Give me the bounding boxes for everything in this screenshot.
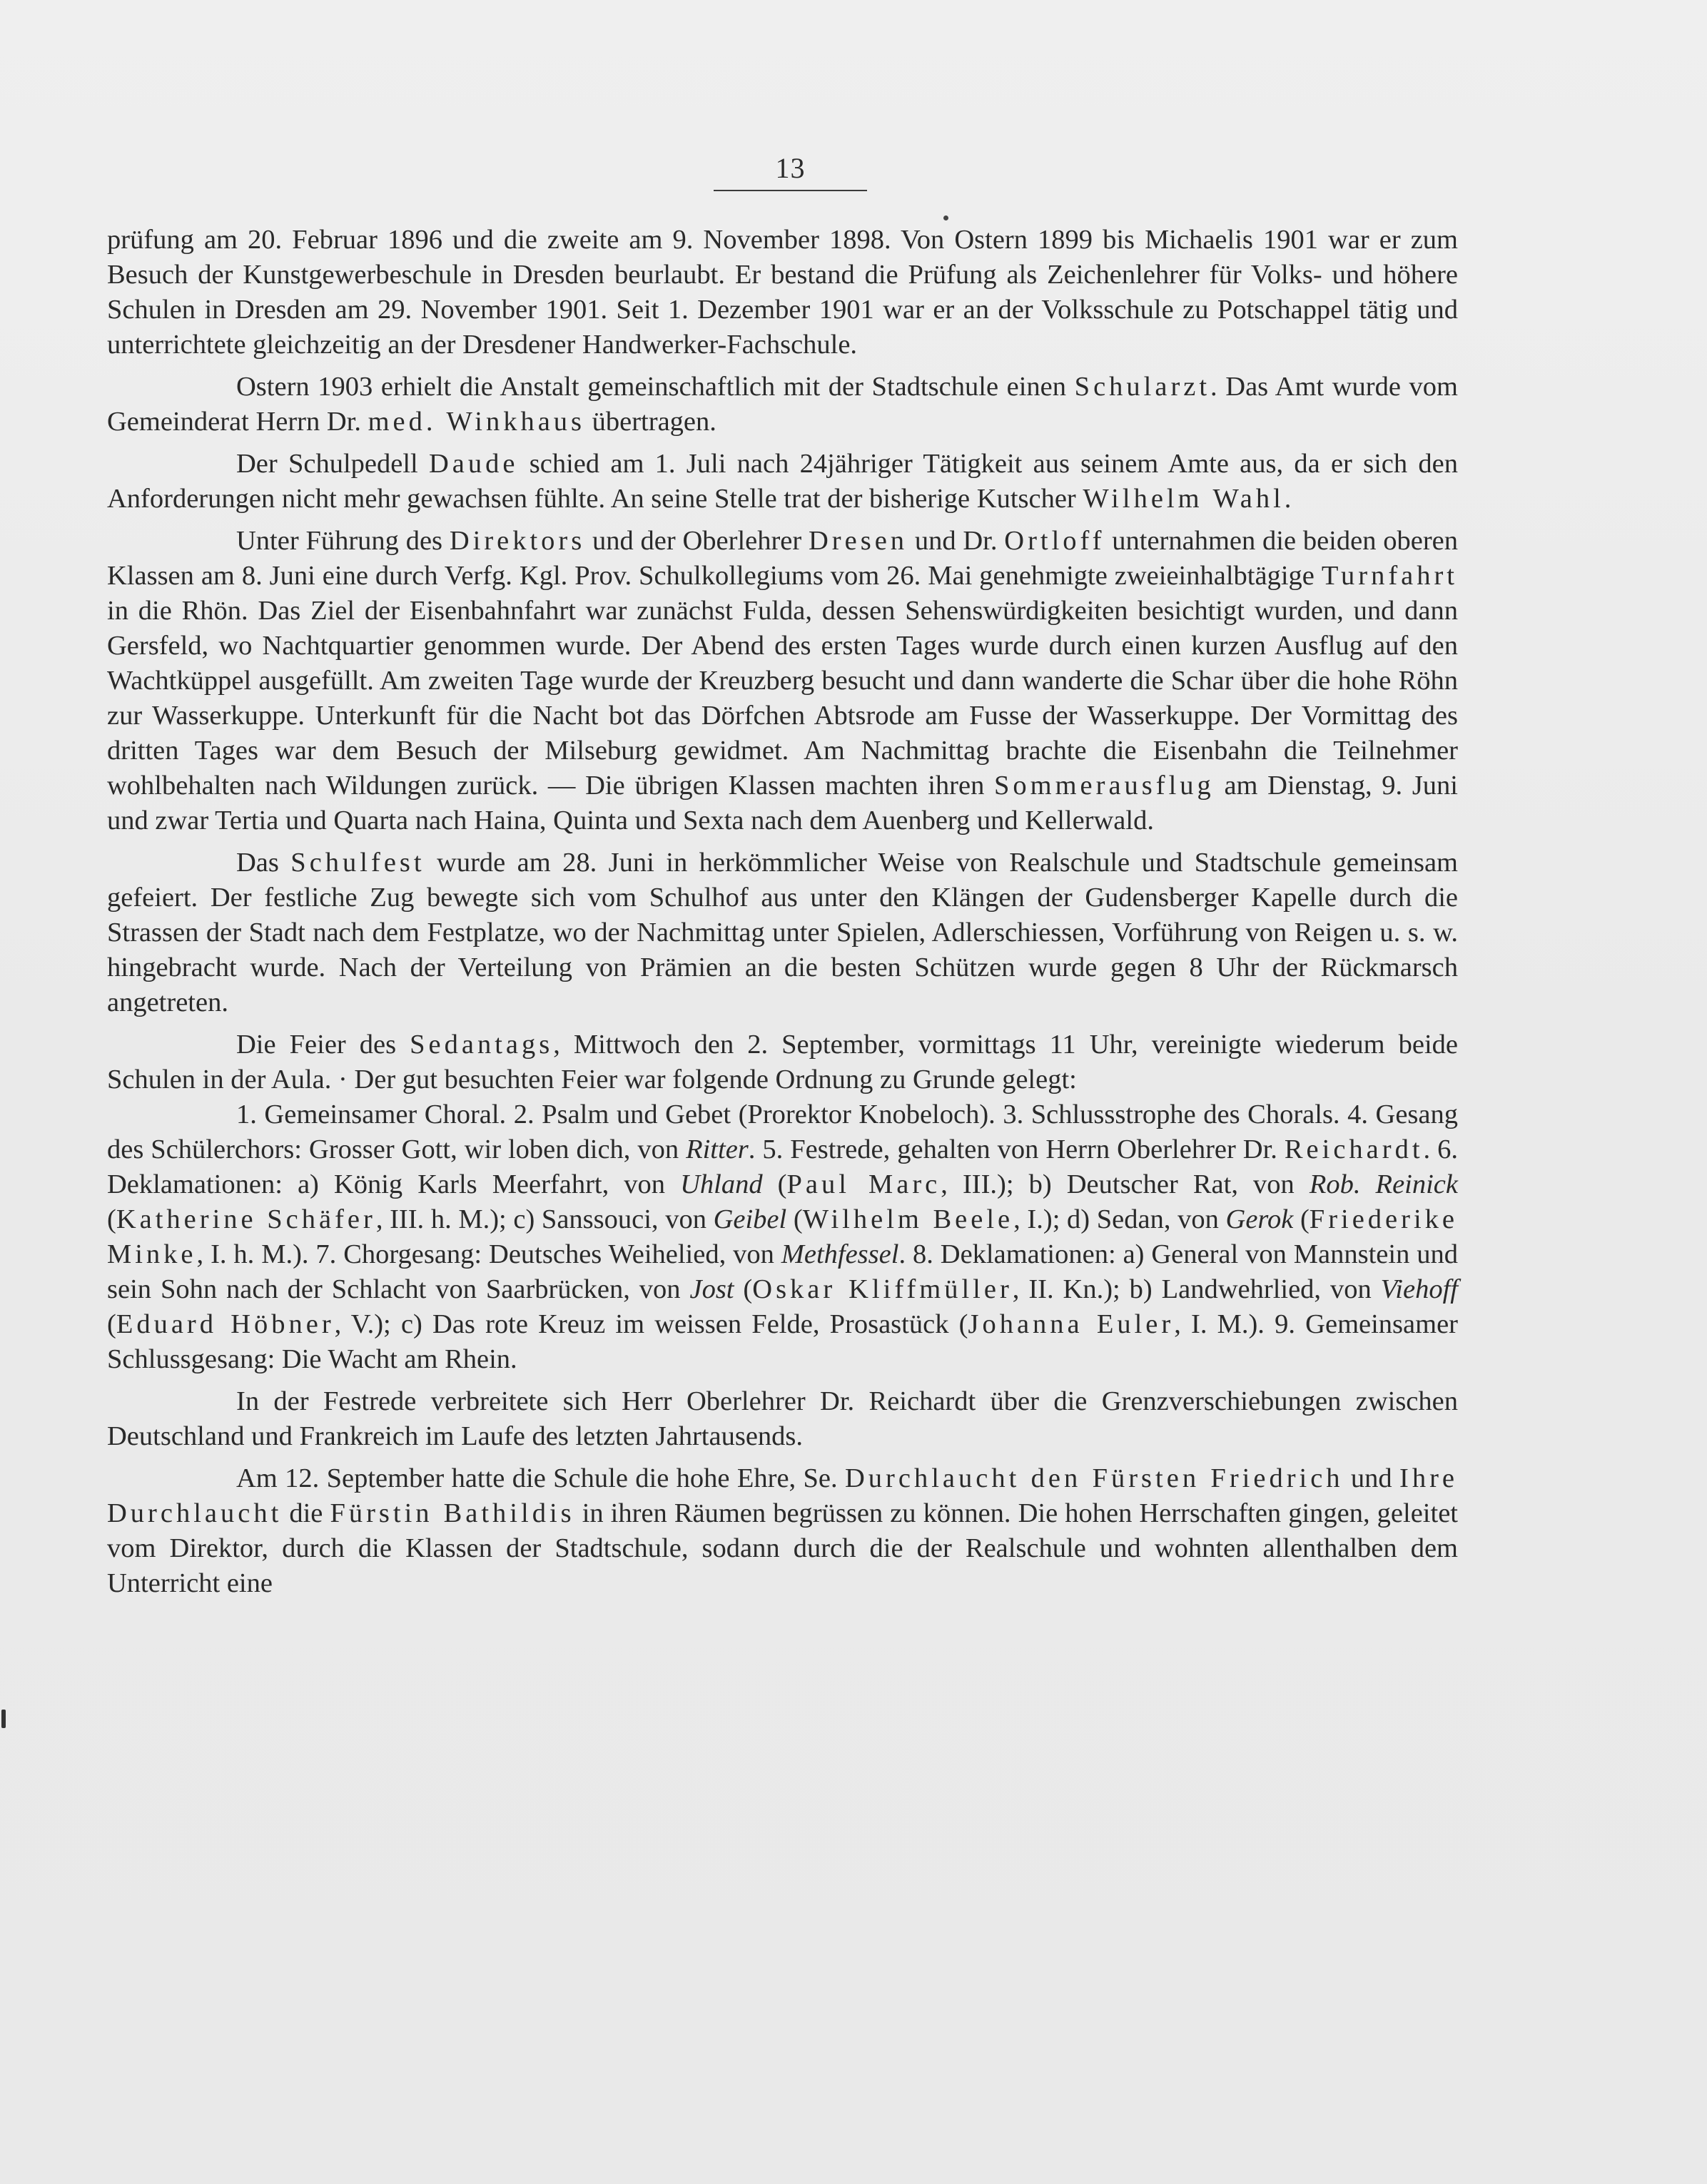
paragraph-program-order — [107, 1097, 1458, 1377]
paragraph-sedantag — [107, 1027, 1458, 1097]
composer-ritter: Ritter — [686, 1134, 749, 1164]
pupil-katherine-schaefer: Katherine Schäfer — [116, 1204, 376, 1234]
text-run: , V.); c) Das rote Kreuz im weissen Felde, Prosastück ( — [334, 1309, 968, 1339]
text-run: . 6. Deklamationen: a) König Karls Meerfahrt, von — [107, 1134, 1459, 1199]
emphasis-ihre-durchlaucht: Ihre Durchlaucht — [107, 1463, 1459, 1528]
emphasis-ortloff: Ortloff — [1004, 526, 1105, 556]
text-run: Ostern 1903 erhielt die Anstalt gemeinschaftlich mit der Stadtschule einen — [236, 372, 1075, 402]
author-uhland: Uhland — [680, 1169, 763, 1199]
text-run: schied am 1. Juli nach 24jähriger Tätigkeit aus seinem Amte aus, da er sich den Anforderungen nicht mehr gewachsen fühlte. An seine Stelle trat der bisherige Kutscher — [107, 449, 1458, 514]
author-jost: Jost — [689, 1274, 734, 1304]
text-run: Die Feier des — [236, 1030, 410, 1060]
pupil-oskar-kliffmueller: Oskar Kliffmüller — [752, 1274, 1013, 1304]
paragraph-fuersten-besuch — [107, 1461, 1458, 1601]
text-run: übertragen. — [585, 407, 716, 437]
text-run: ( — [734, 1274, 753, 1304]
emphasis-schulfest: Schulfest — [290, 848, 425, 878]
text-run: . 5. Festrede, gehalten von Herrn Oberlehrer Dr. — [748, 1134, 1285, 1164]
text-run: und Dr. — [908, 526, 1005, 556]
margin-mark — [1, 1710, 6, 1728]
text-run: . 8. Deklamationen: a) General von Mannstein und sein Sohn nach der Schlacht von Saarbrücken, von — [107, 1239, 1458, 1304]
pupil-eduard-hoebner: Eduard Höbner — [116, 1309, 335, 1339]
author-gerok: Gerok — [1225, 1204, 1294, 1234]
text-run: ( — [786, 1204, 803, 1234]
pupil-paul-marc: Paul Marc — [786, 1169, 941, 1199]
emphasis-sedantags: Sedantags — [410, 1030, 554, 1060]
author-viehoff: Viehoff — [1380, 1274, 1458, 1304]
paragraph-pedell — [107, 447, 1458, 517]
emphasis-schularzt: Schularzt — [1074, 372, 1211, 402]
text-run: und — [1343, 1463, 1400, 1493]
text-run: ( — [107, 1204, 116, 1234]
emphasis-reichardt: Reichardt — [1284, 1134, 1424, 1164]
text-run: 1. Gemeinsamer Choral. 2. Psalm und Gebet (Prorektor Knobeloch). 3. Schlussstrophe des Chorals. 4. Gesang des Schülerchors: Grosser Gott, wir loben dich, von — [107, 1099, 1458, 1164]
text-run: Unter Führung des — [236, 526, 450, 556]
text-run: , I. M.). 9. Gemeinsamer Schlussgesang: Die Wacht am Rhein. — [107, 1309, 1458, 1374]
emphasis-winkhaus: med. Winkhaus — [368, 407, 586, 437]
emphasis-fuerst-friedrich: Durchlaucht den Fürsten Friedrich — [845, 1463, 1344, 1493]
text-run: , III. h. M.); c) Sanssouci, von — [375, 1204, 714, 1234]
text-run: wurde am 28. Juni in herkömmlicher Weise von Realschule und Stadtschule gemeinsam gefeiert. Der festliche Zug bewegte sich vom Schulhof aus unter den Klängen der Gudensberger Kapelle durch die Strassen der Stadt nach dem Festplatze, wo der Nachmittag unter Spielen, Adlerschiessen, Vorführung von Reigen u. s. w. hingebracht wurde. Nach der Verteilung von Prämien an die besten Schützen wurde gegen 8 Uhr der Rückmarsch angetreten. — [107, 848, 1458, 1017]
paragraph-turnfahrt — [107, 524, 1458, 838]
text-run: Der Schulpedell — [236, 449, 429, 479]
text-run: ( — [1293, 1204, 1310, 1234]
paragraph-schulfest — [107, 845, 1458, 1020]
composer-methfessel: Methfessel — [781, 1239, 899, 1269]
pupil-wilhelm-beele: Wilhelm Beele — [802, 1204, 1014, 1234]
page-number-rule — [714, 190, 867, 191]
paragraph-teacher-bio: prüfung am 20. Februar 1896 und die zweite am 9. November 1898. Von Ostern 1899 bis Michaelis 1901 war er zum Besuch der Kunstgewerbeschule in Dresden beurlaubt. Er bestand die Prüfung als Zeichenlehrer für Volks- und höhere Schulen in Dresden am 29. November 1901. Seit 1. Dezember 1901 war er an der Volksschule zu Potschappel tätig und unterrichtete gleichzeitig an der Dresdener Handwerker-Fachschule. — [107, 225, 1458, 360]
emphasis-wilhelm-wahl: Wilhelm Wahl — [1083, 484, 1285, 514]
emphasis-fuerstin-bathildis: Fürstin Bathildis — [330, 1498, 575, 1528]
text-run: , Mittwoch den 2. September, vormittags 11 Uhr, vereinigte wiederum beide Schulen in der Aula. · Der gut besuchten Feier war folgende Ordnung zu Grunde gelegt: — [107, 1030, 1458, 1094]
emphasis-direktors: Direktors — [449, 526, 586, 556]
text-run: ( — [762, 1169, 787, 1199]
paragraph-festrede: In der Festrede verbreitete sich Herr Oberlehrer Dr. Reichardt über die Grenzverschiebungen zwischen Deutschland und Frankreich im Laufe des letzten Jahrtausends. — [107, 1386, 1458, 1451]
text-run: . Das Amt wurde vom Gemeinderat Herrn Dr. — [107, 372, 1459, 437]
text-run: die — [282, 1498, 330, 1528]
emphasis-sommerausflug: Sommerausflug — [993, 771, 1215, 801]
page-number: 13 — [775, 152, 806, 184]
paragraph-school-doctor — [107, 370, 1458, 440]
text-run: , I.); d) Sedan, von — [1013, 1204, 1226, 1234]
body-text — [107, 223, 1458, 1601]
text-run: Das — [236, 848, 291, 878]
ink-dot — [943, 215, 948, 220]
text-run: . — [1284, 484, 1292, 514]
pupil-johanna-euler: Johanna Euler — [968, 1309, 1175, 1339]
pupil-friederike-minke: Friederike Minke — [107, 1204, 1458, 1269]
emphasis-dresen: Dresen — [809, 526, 908, 556]
text-run: Am 12. September hatte die Schule die hohe Ehre, Se. — [236, 1463, 845, 1493]
emphasis-daude: Daude — [429, 449, 519, 479]
text-run: unternahmen die beiden oberen Klassen am 8. Juni eine durch Verfg. Kgl. Prov. Schulkollegiums vom 26. Mai genehmigte zweieinhalbtägige — [107, 526, 1458, 591]
text-run: , II. Kn.); b) Landwehrlied, von — [1012, 1274, 1381, 1304]
text-run: ( — [107, 1309, 116, 1339]
emphasis-turnfahrt: Turnfahrt — [1321, 561, 1458, 591]
text-run: und der Oberlehrer — [585, 526, 809, 556]
text-run: , III.); b) Deutscher Rat, von — [941, 1169, 1310, 1199]
author-geibel: Geibel — [713, 1204, 787, 1234]
text-run: am Dienstag, 9. Juni und zwar Tertia und Quarta nach Haina, Quinta und Sexta nach dem Auenberg und Kellerwald. — [107, 771, 1459, 835]
text-run: , I. h. M.). 7. Chorgesang: Deutsches Weihelied, von — [196, 1239, 781, 1269]
author-reinick: Rob. Reinick — [1309, 1169, 1458, 1199]
text-run: in ihren Räumen begrüssen zu können. Die hohen Herrschaften gingen, geleitet vom Direktor, durch die Klassen der Stadtschule, sodann durch die der Realschule und wohnten allenthalben dem Unterricht eine — [107, 1498, 1458, 1598]
text-run: in die Rhön. Das Ziel der Eisenbahnfahrt war zunächst Fulda, dessen Sehenswürdigkeiten besichtigt wurden, und dann Gersfeld, wo Nachtquartier genommen wurde. Der Abend des ersten Tages wurde durch einen kurzen Ausflug auf den Wachtküppel ausgefüllt. Am zweiten Tage wurde der Kreuzberg besucht und dann wanderte die Schar über die hohe Röhn zur Wasserkuppe. Unterkunft für die Nacht bot das Dörfchen Abtsrode am Fusse der Wasserkuppe. Der Vormittag des dritten Tages war dem Besuch der Milseburg gewidmet. Am Nachmittag brachte die Eisenbahn die Teilnehmer wohlbehalten nach Wildungen zurück. — Die übrigen Klassen machten ihren — [107, 596, 1458, 801]
